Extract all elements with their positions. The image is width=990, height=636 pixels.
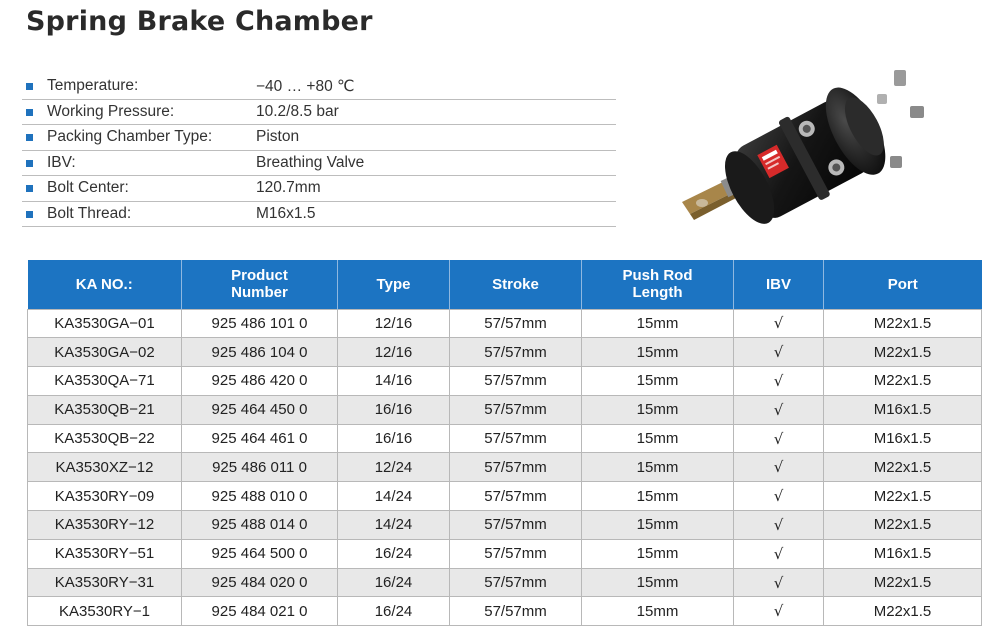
cell-stroke: 57/57mm xyxy=(450,568,582,597)
cell-ka-no: KA3530QB−22 xyxy=(28,424,182,453)
cell-ka-no: KA3530RY−51 xyxy=(28,539,182,568)
cell-push-rod-length: 15mm xyxy=(582,338,734,367)
cell-ibv: √ xyxy=(734,539,824,568)
cell-port: M22x1.5 xyxy=(824,453,982,482)
spec-row-bolt-center xyxy=(22,176,616,202)
table-row xyxy=(28,597,982,626)
cell-ka-no: KA3530RY−12 xyxy=(28,511,182,540)
cell-stroke: 57/57mm xyxy=(450,453,582,482)
product-table xyxy=(27,260,982,626)
cell-stroke: 57/57mm xyxy=(450,309,582,338)
spec-row-temperature xyxy=(22,74,616,100)
table-row xyxy=(28,568,982,597)
cell-ibv: √ xyxy=(734,511,824,540)
cell-product-number: 925 484 021 0 xyxy=(182,597,338,626)
bullet-icon xyxy=(26,185,33,192)
spec-row-ibv xyxy=(22,151,616,177)
spec-value: Piston xyxy=(256,128,300,145)
cell-stroke: 57/57mm xyxy=(450,597,582,626)
cell-push-rod-length: 15mm xyxy=(582,482,734,511)
cell-type: 16/24 xyxy=(338,539,450,568)
cell-port: M16x1.5 xyxy=(824,395,982,424)
spec-row-bolt-thread xyxy=(22,202,616,228)
cell-ka-no: KA3530QB−21 xyxy=(28,395,182,424)
cell-ibv: √ xyxy=(734,309,824,338)
spec-label: Working Pressure: xyxy=(47,102,175,120)
cell-ka-no: KA3530GA−02 xyxy=(28,338,182,367)
spring-brake-chamber-image xyxy=(672,62,942,232)
cell-port: M22x1.5 xyxy=(824,568,982,597)
cell-port: M22x1.5 xyxy=(824,597,982,626)
cell-push-rod-length: 15mm xyxy=(582,568,734,597)
cell-product-number: 925 464 500 0 xyxy=(182,539,338,568)
cell-port: M16x1.5 xyxy=(824,424,982,453)
bullet-icon xyxy=(26,160,33,167)
chamber-body xyxy=(711,78,899,232)
spec-list xyxy=(22,74,616,227)
cell-push-rod-length: 15mm xyxy=(582,511,734,540)
table-row xyxy=(28,511,982,540)
cell-ibv: √ xyxy=(734,395,824,424)
table-row xyxy=(28,453,982,482)
column-header-stroke: Stroke xyxy=(450,260,582,309)
cell-product-number: 925 486 420 0 xyxy=(182,367,338,396)
cell-push-rod-length: 15mm xyxy=(582,597,734,626)
cell-type: 12/16 xyxy=(338,338,450,367)
cell-stroke: 57/57mm xyxy=(450,482,582,511)
table-row xyxy=(28,424,982,453)
spec-label: IBV: xyxy=(47,153,76,171)
cell-stroke: 57/57mm xyxy=(450,511,582,540)
spec-row-packing-chamber-type xyxy=(22,125,616,151)
cell-type: 16/16 xyxy=(338,424,450,453)
cell-port: M22x1.5 xyxy=(824,482,982,511)
table-row xyxy=(28,367,982,396)
cell-product-number: 925 486 011 0 xyxy=(182,453,338,482)
cell-product-number: 925 464 461 0 xyxy=(182,424,338,453)
cell-ibv: √ xyxy=(734,367,824,396)
cell-push-rod-length: 15mm xyxy=(582,367,734,396)
cell-ibv: √ xyxy=(734,338,824,367)
table-row xyxy=(28,338,982,367)
cell-ibv: √ xyxy=(734,597,824,626)
cell-push-rod-length: 15mm xyxy=(582,539,734,568)
cell-ka-no: KA3530RY−1 xyxy=(28,597,182,626)
cell-ibv: √ xyxy=(734,568,824,597)
column-header-port: Port xyxy=(824,260,982,309)
cell-ibv: √ xyxy=(734,453,824,482)
bullet-icon xyxy=(26,109,33,116)
bullet-icon xyxy=(26,134,33,141)
cell-push-rod-length: 15mm xyxy=(582,453,734,482)
bullet-icon xyxy=(26,83,33,90)
cell-port: M22x1.5 xyxy=(824,338,982,367)
cell-stroke: 57/57mm xyxy=(450,395,582,424)
spec-label: Packing Chamber Type: xyxy=(47,128,213,145)
spec-value: M16x1.5 xyxy=(256,204,316,222)
cell-ibv: √ xyxy=(734,424,824,453)
spec-value: 120.7mm xyxy=(256,179,321,196)
spec-value: Breathing Valve xyxy=(256,153,365,171)
cell-stroke: 57/57mm xyxy=(450,367,582,396)
cell-stroke: 57/57mm xyxy=(450,539,582,568)
cell-ka-no: KA3530QA−71 xyxy=(28,367,182,396)
cell-product-number: 925 488 010 0 xyxy=(182,482,338,511)
spec-label: Bolt Thread: xyxy=(47,204,132,222)
cell-ka-no: KA3530GA−01 xyxy=(28,309,182,338)
cell-port: M16x1.5 xyxy=(824,539,982,568)
spec-value: −40 … +80 ℃ xyxy=(256,78,355,95)
table-header-row xyxy=(28,260,982,309)
cell-type: 14/16 xyxy=(338,367,450,396)
column-header-ka-no: KA NO.: xyxy=(28,260,182,309)
column-header-push-rod-length: Push Rod Length xyxy=(582,260,734,309)
spec-label: Temperature: xyxy=(47,77,139,94)
table-row xyxy=(28,482,982,511)
page-title: Spring Brake Chamber xyxy=(26,6,373,37)
cell-product-number: 925 488 014 0 xyxy=(182,511,338,540)
cell-type: 16/24 xyxy=(338,597,450,626)
cell-port: M22x1.5 xyxy=(824,511,982,540)
column-header-product-number: Product Number xyxy=(182,260,338,309)
cell-stroke: 57/57mm xyxy=(450,338,582,367)
cell-port: M22x1.5 xyxy=(824,309,982,338)
cell-push-rod-length: 15mm xyxy=(582,309,734,338)
cell-ka-no: KA3530RY−09 xyxy=(28,482,182,511)
spec-row-working-pressure xyxy=(22,100,616,126)
table-row xyxy=(28,309,982,338)
cell-ka-no: KA3530XZ−12 xyxy=(28,453,182,482)
column-header-type: Type xyxy=(338,260,450,309)
cell-type: 14/24 xyxy=(338,511,450,540)
column-header-ibv: IBV xyxy=(734,260,824,309)
cell-type: 12/16 xyxy=(338,309,450,338)
cell-push-rod-length: 15mm xyxy=(582,395,734,424)
cell-type: 16/24 xyxy=(338,568,450,597)
cell-product-number: 925 484 020 0 xyxy=(182,568,338,597)
cell-ibv: √ xyxy=(734,482,824,511)
table-row xyxy=(28,395,982,424)
cell-ka-no: KA3530RY−31 xyxy=(28,568,182,597)
cell-port: M22x1.5 xyxy=(824,367,982,396)
cell-type: 14/24 xyxy=(338,482,450,511)
cell-stroke: 57/57mm xyxy=(450,424,582,453)
cell-type: 12/24 xyxy=(338,453,450,482)
spec-value: 10.2/8.5 bar xyxy=(256,102,339,120)
cell-type: 16/16 xyxy=(338,395,450,424)
table-row xyxy=(28,539,982,568)
bullet-icon xyxy=(26,211,33,218)
cell-product-number: 925 486 104 0 xyxy=(182,338,338,367)
cell-push-rod-length: 15mm xyxy=(582,424,734,453)
cell-product-number: 925 486 101 0 xyxy=(182,309,338,338)
cell-product-number: 925 464 450 0 xyxy=(182,395,338,424)
spec-label: Bolt Center: xyxy=(47,179,129,196)
